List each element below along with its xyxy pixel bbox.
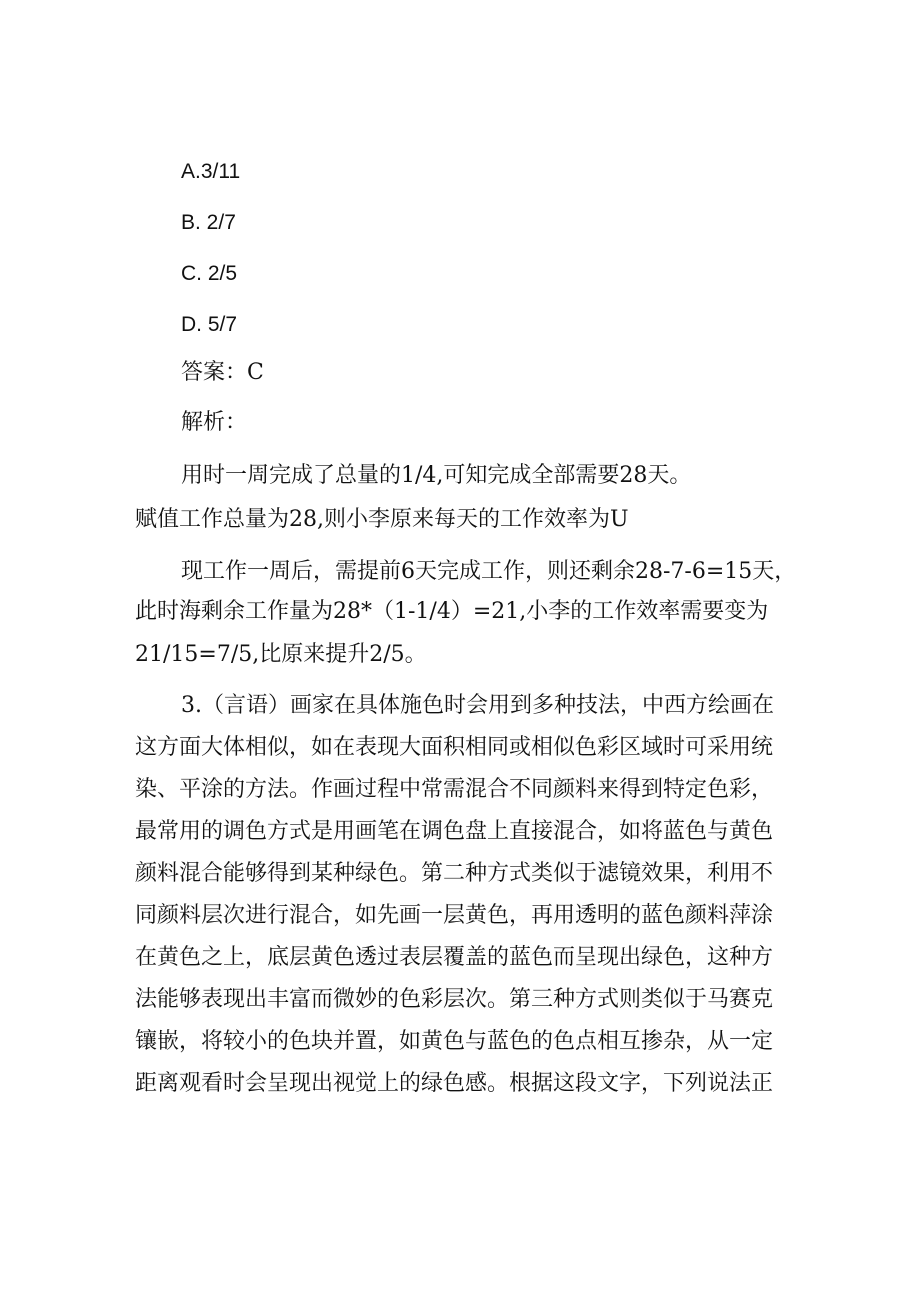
analysis-label: 解析： bbox=[181, 410, 248, 435]
analysis-line: 21/15=7/5,比原来提升2/5。 bbox=[135, 642, 427, 667]
answer-line: 答案：C bbox=[181, 360, 264, 385]
question-line: 染、平涂的方法。作画过程中常需混合不同颜料来得到特定色彩， bbox=[135, 777, 774, 802]
analysis-line: 赋值工作总量为28,则小李原来每天的工作效率为U bbox=[135, 507, 629, 532]
question-line: 这方面大体相似，如在表现大面积相同或相似色彩区域时可采用统 bbox=[135, 735, 774, 760]
question-line: 镶嵌，将较小的色块并置，如黄色与蓝色的色点相互掺杂，从一定 bbox=[135, 1029, 774, 1054]
question-line: 同颜料层次进行混合，如先画一层黄色，再用透明的蓝色颜料萍涂 bbox=[135, 903, 774, 928]
analysis-line: 此时海剩余工作量为28*（1-1/4）=21,小李的工作效率需要变为 bbox=[135, 599, 769, 624]
question-line: 在黄色之上，底层黄色透过表层覆盖的蓝色而呈现出绿色，这种方 bbox=[135, 945, 774, 970]
question-line: 3.（言语）画家在具体施色时会用到多种技法，中西方绘画在 bbox=[181, 693, 774, 718]
option-d: D. 5/7 bbox=[181, 313, 238, 336]
question-line: 距离观看时会呈现出视觉上的绿色感。根据这段文字，下列说法正 bbox=[135, 1071, 774, 1096]
option-b: B. 2/7 bbox=[181, 211, 236, 234]
analysis-line: 用时一周完成了总量的1/4,可知完成全部需要28天。 bbox=[181, 463, 692, 488]
analysis-line: 现工作一周后，需提前6天完成工作，则还剩余28-7-6=15天， bbox=[181, 559, 797, 584]
question-line: 法能够表现出丰富而微妙的色彩层次。第三种方式则类似于马赛克 bbox=[135, 987, 774, 1012]
question-line: 最常用的调色方式是用画笔在调色盘上直接混合，如将蓝色与黄色 bbox=[135, 819, 774, 844]
question-line: 颜料混合能够得到某种绿色。第二种方式类似于滤镜效果，利用不 bbox=[135, 861, 774, 886]
option-a: A.3/11 bbox=[181, 160, 241, 183]
option-c: C. 2/5 bbox=[181, 262, 238, 285]
